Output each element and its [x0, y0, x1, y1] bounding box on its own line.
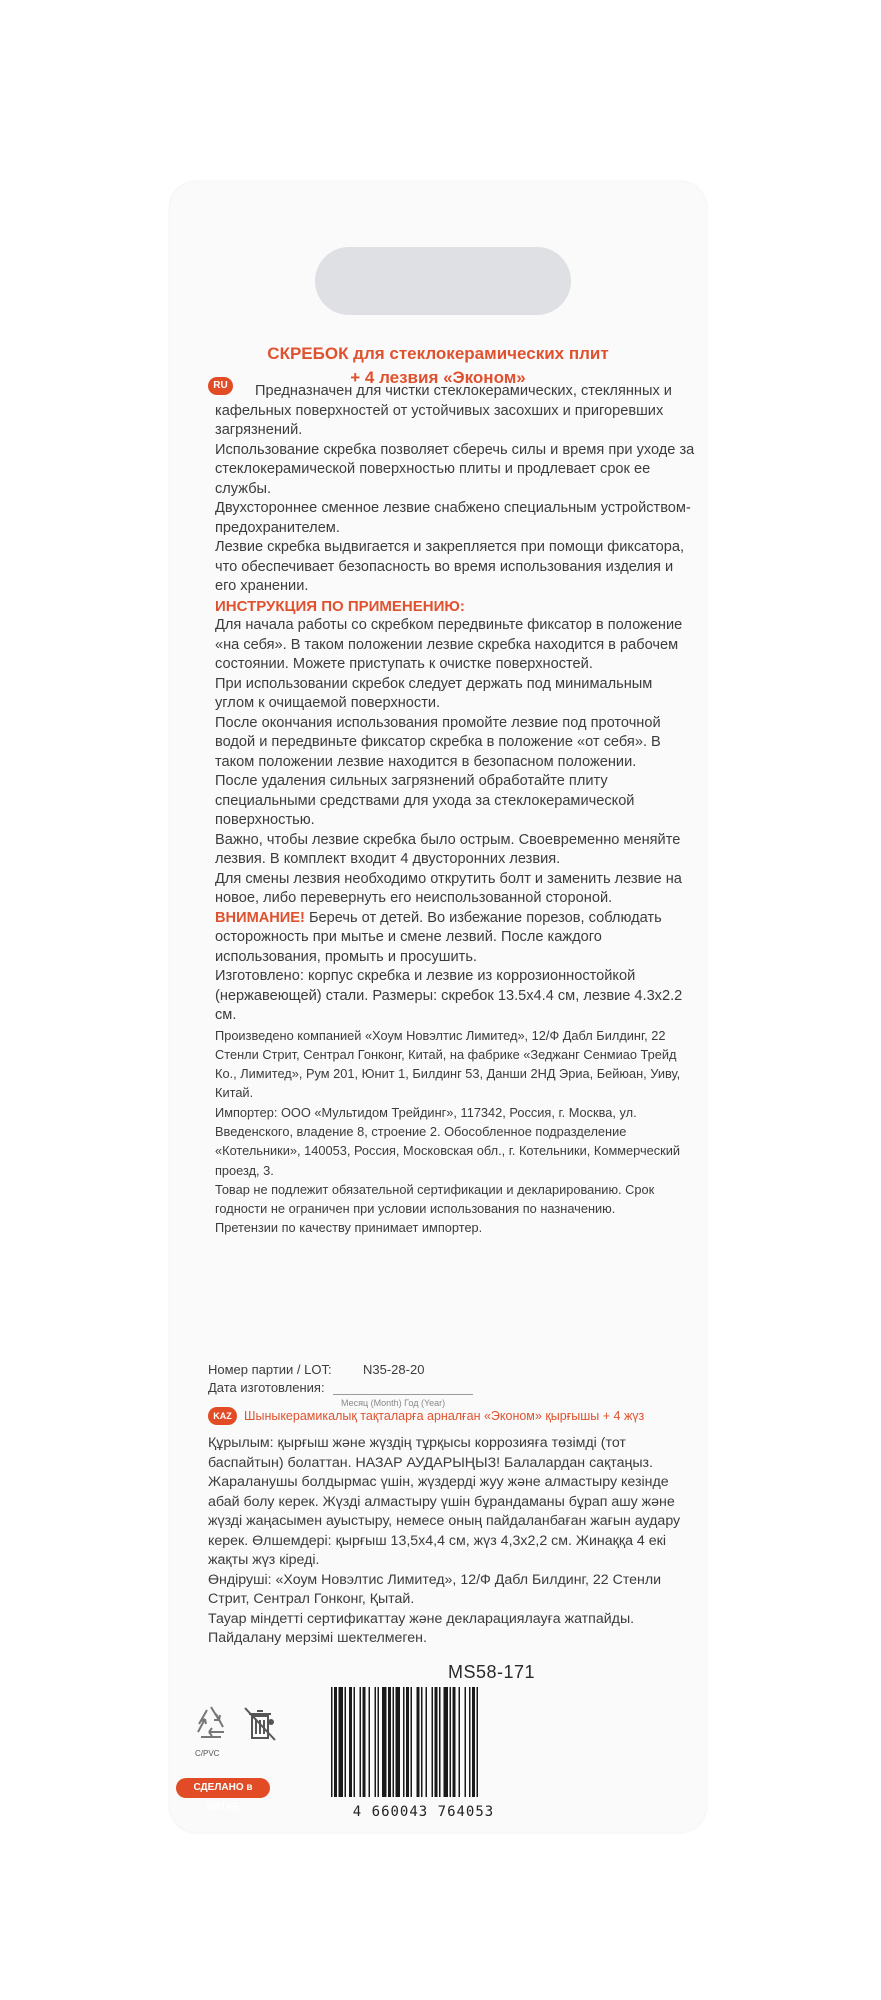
- producer-paragraph: Произведено компанией «Хоум Новэлтис Лимитед», 12/Ф Дабл Билдинг, 22 Стенли Стрит, Сентрал Гонконг, Китай, на фабрике «Зеджанг Сенмиао Трейд Ко., Лимитед», Рум 201, Юнит 1, Билдинг 53, Данши 2НД Эриа, Бейюан, Уиву, Китай.: [215, 1027, 681, 1101]
- barcode-bar: [444, 1687, 449, 1797]
- warning-text: Беречь от детей. Во избежание порезов, соблюдать осторожность при мытье и смене лезвий. После каждого использования, промыть и просушить.: [215, 909, 662, 965]
- date-label: Дата изготовления:: [208, 1380, 325, 1395]
- barcode-number: 4 660043 764053: [352, 1804, 495, 1820]
- barcode-bar: [426, 1687, 428, 1797]
- barcode-bar: [331, 1687, 333, 1797]
- title-line-2: + 4 лезвия «Эконом»: [350, 368, 526, 387]
- no-trash-icon: [240, 1702, 280, 1744]
- barcode: [331, 1687, 516, 1797]
- barcode-bar: [375, 1687, 377, 1797]
- lot-label: Номер партии / LOT:: [208, 1362, 332, 1377]
- barcode-bar: [465, 1687, 467, 1797]
- russian-description: [215, 382, 695, 1238]
- paragraph-lock: Лезвие скребка выдвигается и закрепляется при помощи фиксатора, что обеспечивает безопасность во время использования изделия и его хранении.: [215, 539, 685, 594]
- lot-row: [208, 1362, 425, 1377]
- instruction-sharp: Важно, чтобы лезвие скребка было острым. Своевременно меняйте лезвия. В комплект входит 4 двусторонних лезвия.: [215, 831, 681, 867]
- barcode-bar: [439, 1687, 441, 1797]
- barcode-bar: [403, 1687, 405, 1797]
- kaz-paragraph-2: Өндіруші: «Хоум Новэлтис Лимитед», 12/Ф Дабл Билдинг, 22 Стенли Стрит, Сентрал Гонконг, Қытай.: [208, 1571, 662, 1607]
- hang-hole: [315, 247, 571, 315]
- kazakh-description: [208, 1434, 698, 1649]
- barcode-bar: [477, 1687, 479, 1797]
- instruction-heading: ИНСТРУКЦИЯ ПО ПРИМЕНЕНИЮ:: [215, 597, 465, 615]
- title-line-1: СКРЕБОК для стеклокерамических плит: [267, 344, 609, 363]
- importer-paragraph: Импортер: ООО «Мультидом Трейдинг», 117342, Россия, г. Москва, ул. Введенского, владение 8, строение 2. Обособленное подразделение «Котельники», 140053, Россия, Московская обл., г. Котельники, Коммерческий проезд, 3.: [215, 1104, 681, 1178]
- month-year-caption: Месяц (Month) Год (Year): [341, 1398, 446, 1408]
- barcode-bar: [453, 1687, 456, 1797]
- paragraph-usage: Использование скребка позволяет сберечь силы и время при уходе за стеклокерамической поверхностью плиты и продлевает срок ее службы.: [215, 441, 695, 497]
- barcode-bar: [435, 1687, 438, 1797]
- made-in-china-label: СДЕЛАНО в КИТАЕ: [176, 1778, 270, 1798]
- barcode-bar: [411, 1687, 413, 1797]
- recycle-icon: [190, 1702, 232, 1744]
- instruction-angle: При использовании скребок следует держать под минимальным углом к очищаемой поверхности.: [215, 675, 653, 711]
- barcode-bar: [334, 1687, 337, 1797]
- barcode-bar: [339, 1687, 344, 1797]
- barcode-bar: [388, 1687, 391, 1797]
- claims-paragraph: Претензии по качеству принимает импортер.: [215, 1220, 483, 1236]
- barcode-bar: [378, 1687, 380, 1797]
- barcode-bar: [369, 1687, 371, 1797]
- recycle-label: C/PVC: [195, 1749, 220, 1758]
- barcode-bar: [450, 1687, 452, 1797]
- kaz-badge: KAZ: [208, 1407, 237, 1425]
- warning-paragraph: [215, 909, 695, 968]
- intro-paragraph: Предназначен для чистки стеклокерамических, стеклянных и кафельных поверхностей от устойчивых засохших и пригоревших загрязнений.: [215, 383, 672, 438]
- barcode-bar: [396, 1687, 401, 1797]
- packaging-card: [170, 182, 706, 1832]
- certification-paragraph: Товар не подлежит обязательной сертификации и декларированию. Срок годности не ограничен при условии использования по назначению.: [215, 1181, 655, 1217]
- date-line: [333, 1394, 473, 1395]
- barcode-bar: [382, 1687, 387, 1797]
- date-row: [208, 1380, 325, 1395]
- barcode-bar: [459, 1687, 461, 1797]
- paragraph-blade: Двухстороннее сменное лезвие снабжено специальным устройством-предохранителем.: [215, 500, 691, 536]
- ru-badge: RU: [208, 377, 233, 395]
- kaz-paragraph-3: Тауар міндетті сертификаттау және декларациялауға жатпайды. Пайдалану мерзімі шектелмеген.: [208, 1610, 635, 1646]
- instruction-replace: Для смены лезвия необходимо открутить болт и заменить лезвие на новое, либо перевернуть его неиспользованной стороной.: [215, 870, 682, 906]
- barcode-bar: [393, 1687, 395, 1797]
- barcode-bar: [360, 1687, 362, 1797]
- barcode-bar: [345, 1687, 347, 1797]
- barcode-bar: [472, 1687, 475, 1797]
- article-number: MS58-171: [448, 1662, 536, 1682]
- barcode-bar: [406, 1687, 409, 1797]
- material-paragraph: Изготовлено: корпус скребка и лезвие из коррозионностойкой (нержавеющей) стали. Размеры: скребок 13.5x4.4 см, лезвие 4.3x2.2 см.: [215, 968, 683, 1023]
- instruction-clean: После удаления сильных загрязнений обработайте плиту специальными средствами для ухода за стеклокерамической поверхностью.: [215, 773, 635, 828]
- kaz-title: Шыныкерамикалық тақталарға арналған «Эконом» қырғышы + 4 жүз: [244, 1409, 645, 1423]
- instruction-start: Для начала работы со скребком передвиньте фиксатор в положение «на себя». В таком положении лезвие скребка находится в рабочем состоянии. Можете приступать к очистке поверхностей.: [215, 617, 683, 672]
- kaz-paragraph-1: Құрылым: қырғыш және жүздің тұрқысы коррозияға төзімді (тот баспайтын) болаттан. НАЗАР АУДАРЫҢЫЗ! Балалардан сақтаңыз. Жараланушы болдырмас үшін, жүздерді жуу және алмастыру кезінде абай болу керек. Жүзді алмастыру үшін бұрандаманы бұрап ашу және жүзді жаңасымен ауыстыру, немесе оның пайдаланбаған жағын аудару керек. Өлшемдері: қырғыш 13,5x4,4 см, жүз 4,3x2,2 см. Жинаққа 4 екі жақты жүз кіреді.: [208, 1435, 681, 1568]
- barcode-bar: [469, 1687, 471, 1797]
- barcode-bar: [432, 1687, 434, 1797]
- barcode-bar: [349, 1687, 352, 1797]
- barcode-bar: [354, 1687, 356, 1797]
- barcode-bar: [421, 1687, 423, 1797]
- barcode-bar: [417, 1687, 420, 1797]
- barcode-bar: [363, 1687, 366, 1797]
- warning-label: ВНИМАНИЕ!: [215, 909, 305, 926]
- instruction-wash: После окончания использования промойте лезвие под проточной водой и передвиньте фиксатор скребка в положение «от себя». В таком положении лезвие находится в безопасном положении.: [215, 714, 661, 770]
- lot-value: N35-28-20: [363, 1362, 425, 1377]
